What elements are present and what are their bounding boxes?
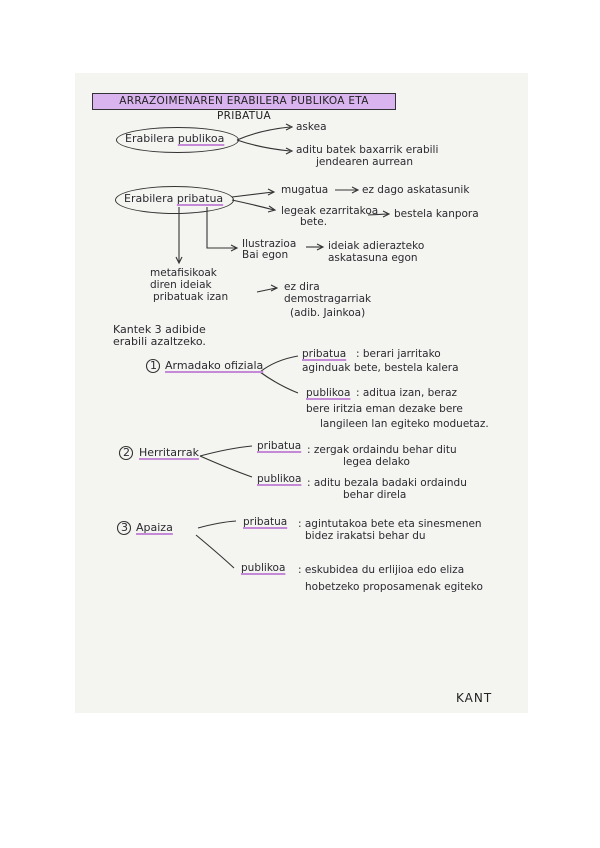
example-3-pribatua-line2: bidez irakatsi behar du	[305, 530, 426, 542]
example-3-title: Apaiza	[136, 521, 173, 534]
signature: KANT	[456, 691, 493, 705]
example-1-pribatua-line2: aginduak bete, bestela kalera	[302, 362, 459, 374]
example-1-publikoa-label: publikoa	[306, 387, 351, 399]
kant-intro-line2: erabili azaltzeko.	[113, 335, 206, 348]
pribatua-mugatua-result: ez dago askatasunik	[362, 184, 470, 196]
example-3-pribatua-line1: : agintutakoa bete eta sinesmenen	[298, 518, 482, 530]
example-2-title: Herritarrak	[139, 446, 199, 459]
example-2-pribatua-label: pribatua	[257, 440, 302, 452]
publikoa-label: Erabilera publikoa	[125, 132, 225, 145]
example-3-pribatua-label: pribatua	[243, 516, 288, 528]
example-1-publikoa-line1: : aditua izan, beraz	[356, 387, 458, 399]
pribatua-label: Erabilera pribatua	[124, 192, 224, 205]
publikoa-branch-aditu-line2: jendearen aurrean	[316, 156, 413, 168]
metafisikoak-result-line3: (adib. Jainkoa)	[290, 307, 366, 319]
metafisikoak-result-line1: ez dira	[284, 281, 320, 293]
example-3-publikoa-label: publikoa	[241, 562, 286, 574]
example-1-number: 1	[150, 359, 157, 372]
metafisikoak-line2: diren ideiak	[150, 279, 212, 291]
example-2-pribatua-line1: : zergak ordaindu behar ditu	[307, 444, 457, 456]
example-2-pribatua-line2: legea delako	[343, 456, 410, 468]
publikoa-branch-askea: askea	[296, 121, 327, 133]
ilustrazioa-line1: Ilustrazioa	[242, 238, 297, 250]
ilustrazioa-result-line2: askatasuna egon	[328, 252, 418, 264]
kant-intro-line1: Kantek 3 adibide	[113, 323, 206, 336]
pribatua-legeak-result: bestela kanpora	[394, 208, 479, 220]
ilustrazioa-result-line1: ideiak adierazteko	[328, 240, 425, 252]
example-3-number: 3	[121, 521, 128, 534]
example-3-publikoa-line2: hobetzeko proposamenak egiteko	[305, 581, 483, 593]
example-2-publikoa-line1: : aditu bezala badaki ordaindu	[307, 477, 467, 489]
example-2-publikoa-line2: behar direla	[343, 489, 407, 501]
example-1-title: Armadako ofiziala	[165, 359, 264, 372]
pribatua-legeak-line2: bete.	[300, 216, 328, 228]
ilustrazioa-line2: Bai egon	[242, 249, 289, 261]
metafisikoak-line3: pribatuak izan	[153, 291, 229, 303]
pribatua-mugatua: mugatua	[281, 184, 329, 196]
pribatua-legeak-line1: legeak ezarritakoa	[281, 205, 379, 217]
example-2-number: 2	[123, 446, 130, 459]
metafisikoak-result-line2: demostragarriak	[284, 293, 372, 305]
metafisikoak-line1: metafisikoak	[150, 267, 217, 279]
example-1-publikoa-line3: langileen lan egiteko moduetaz.	[320, 418, 489, 430]
example-2-publikoa-label: publikoa	[257, 473, 302, 485]
example-1-pribatua-label: pribatua	[302, 348, 347, 360]
page-title: ARRAZOIMENAREN ERABILERA PUBLIKOA ETA PRIBATUA	[92, 93, 396, 110]
example-1-publikoa-line2: bere iritzia eman dezake bere	[306, 403, 463, 415]
example-1-pribatua-line1: : berari jarritako	[356, 348, 441, 360]
publikoa-branch-aditu-line1: aditu batek baxarrik erabili	[296, 144, 439, 156]
example-3-publikoa-line1: : eskubidea du erlijioa edo eliza	[298, 564, 465, 576]
